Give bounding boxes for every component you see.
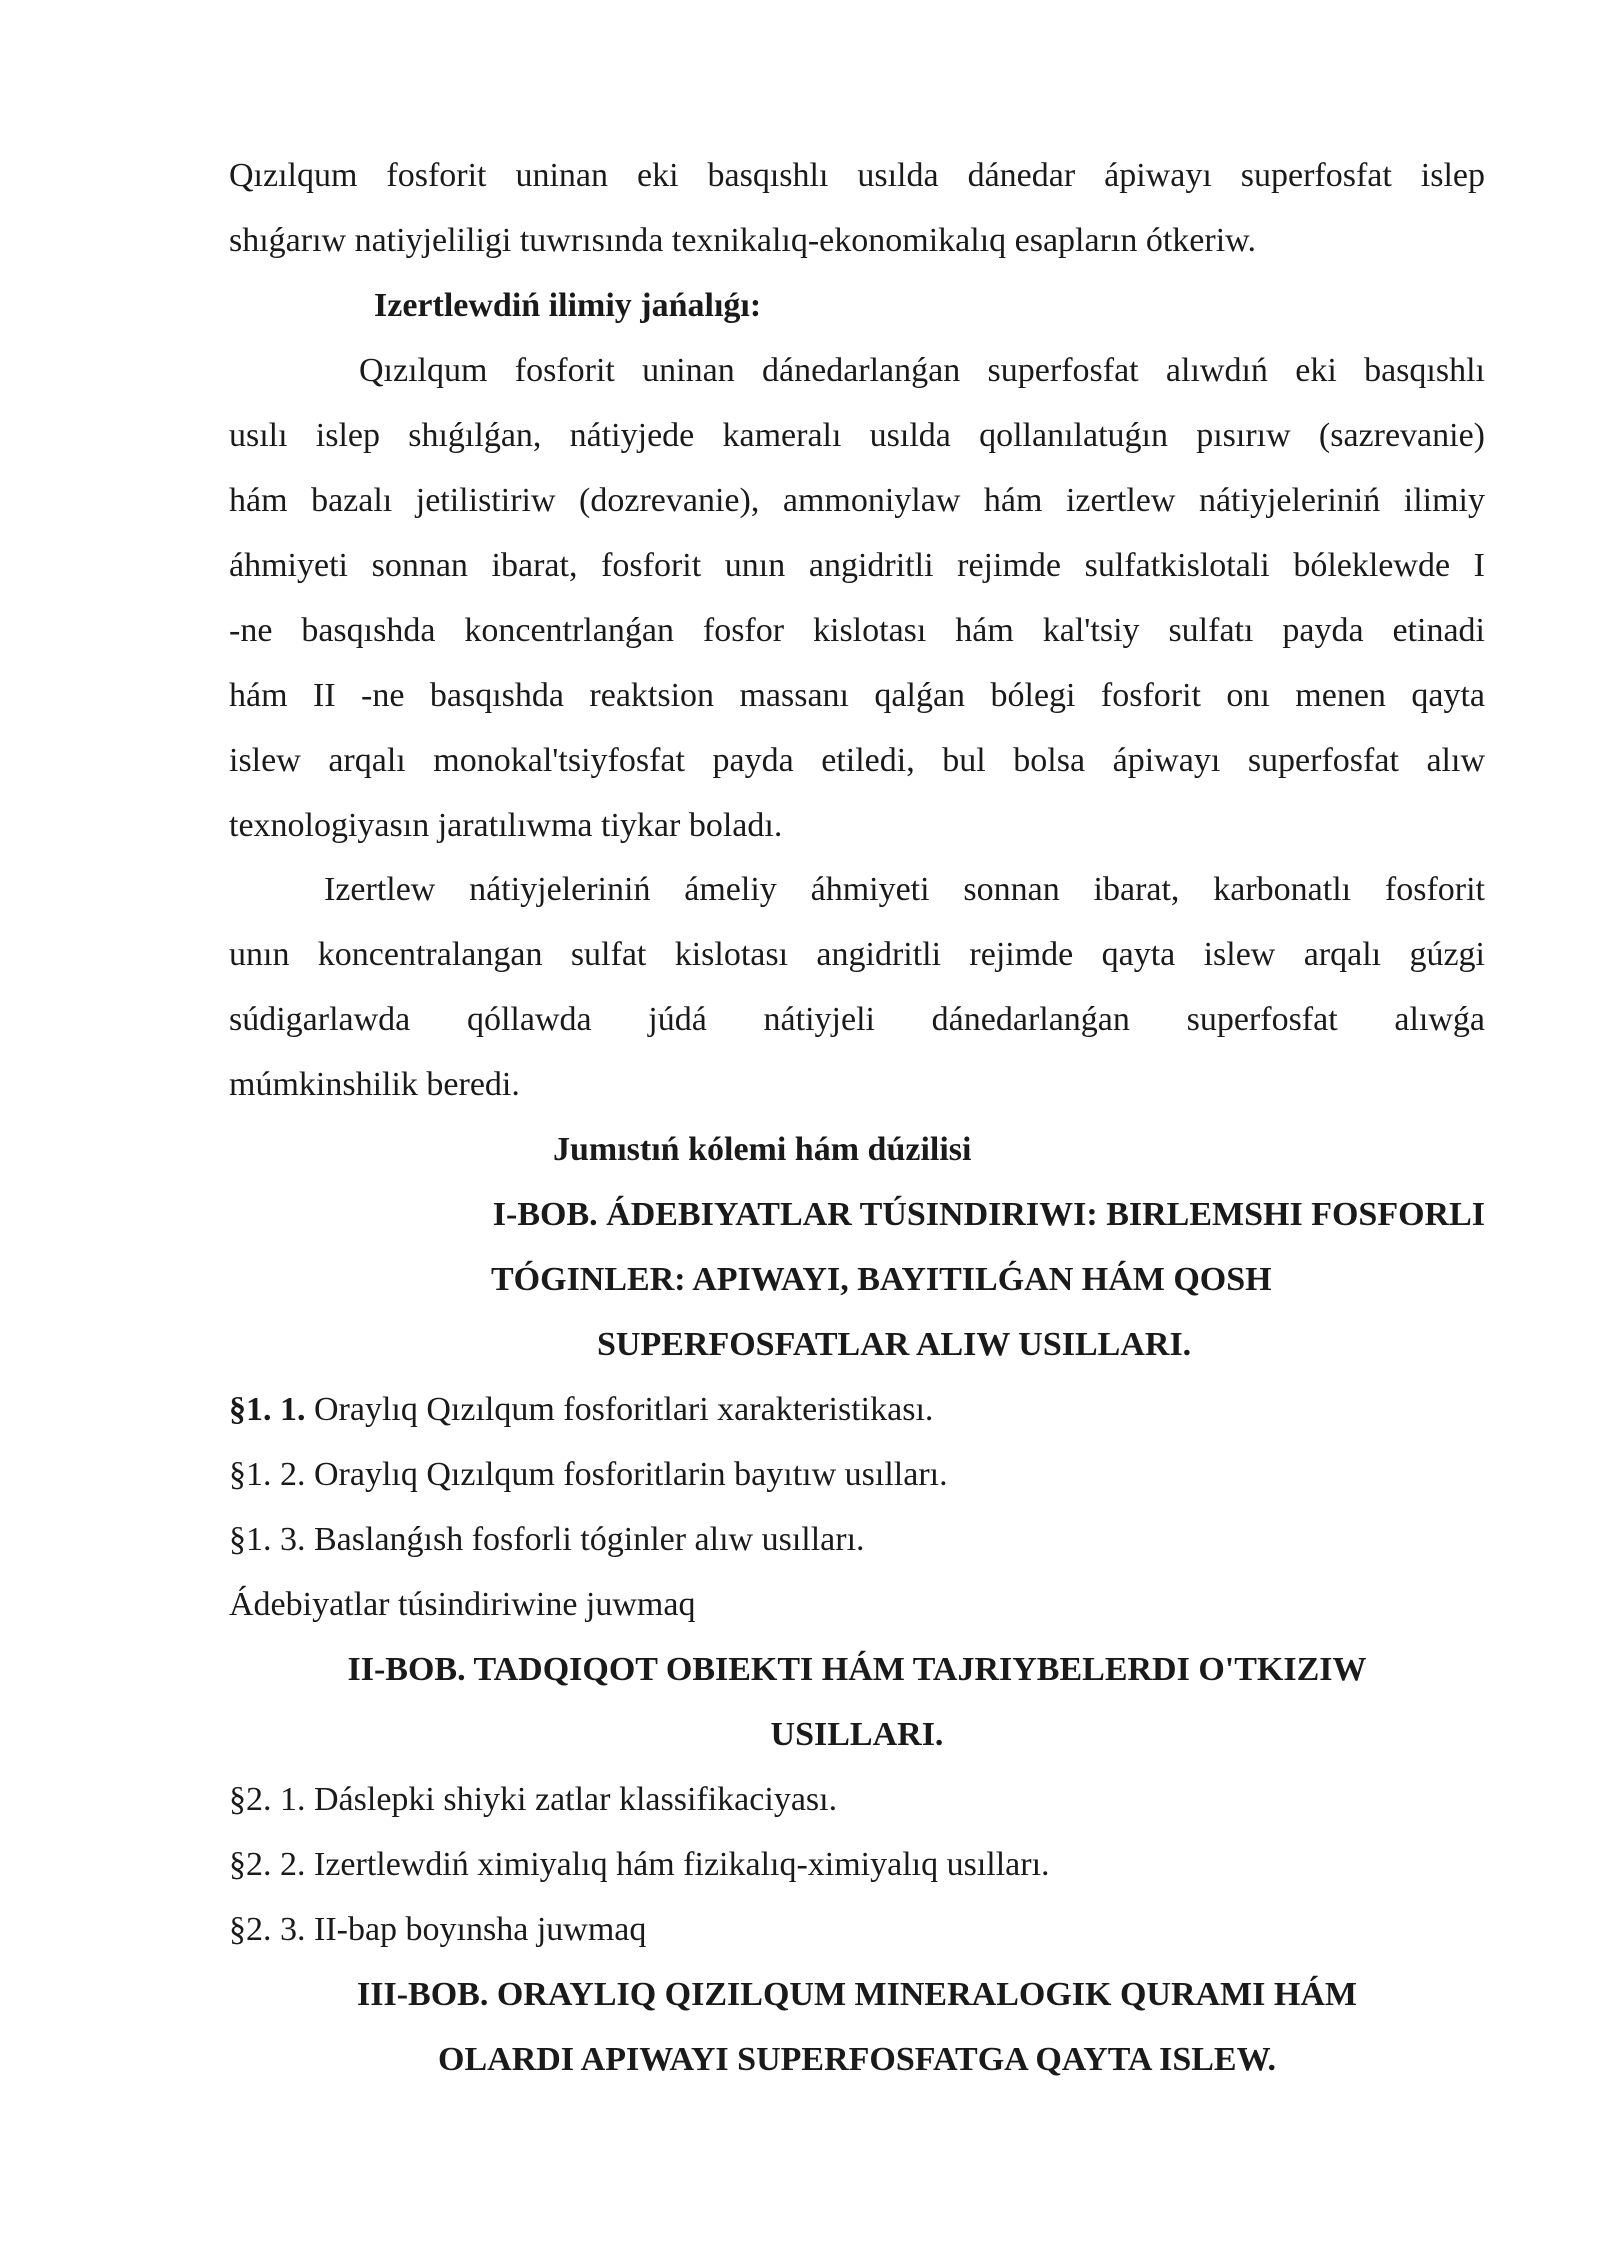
intro-line-2: shıǵarıw natiyjeliligi tuwrısında texnikalıq-ekonomikalıq esapların ótkeriw.	[229, 222, 1257, 259]
novelty-paragraph	[229, 338, 1485, 858]
chapter-2-item-1: §2. 1. Dáslepki shiyki zatlar klassifikaciyası.	[229, 1781, 838, 1818]
novelty-heading: Izertlewdiń ilimiy jańalıǵı:	[374, 287, 762, 324]
chapter-3-title	[229, 1962, 1485, 2092]
chapter-1-item-2: §1. 2. Oraylıq Qızılqum fosforitlarin bayıtıw usılları.	[229, 1456, 948, 1493]
practical-line-3: súdigarlawda qóllawda júdá nátiyjeli dánedarlanǵan superfosfat alıwǵa	[229, 1001, 1485, 1038]
chapter-2-list	[229, 1767, 1485, 1962]
section-number: §1. 1.	[229, 1391, 306, 1428]
chapter-2-title-line-1: II-BOB. TADQIQOT OBIEKTI HÁM TAJRIYBELERDI O'TKIZIW	[347, 1651, 1367, 1688]
chapter-1-item-4: Ádebiyatlar túsindiriwine juwmaq	[229, 1586, 696, 1623]
practical-line-1: Izertlew nátiyjeleriniń ámeliy áhmiyeti sonnan ibarat, karbonatlı fosforit	[324, 871, 1485, 908]
intro-line-1: Qızılqum fosforit uninan eki basqıshlı usılda dánedar ápiwayı superfosfat islep	[229, 157, 1485, 194]
novelty-line-3: hám bazalı jetilistiriw (dozrevanie), ammoniylaw hám izertlew nátiyjeleriniń ilimiy	[229, 482, 1485, 519]
chapter-2-title-line-2: USILLARI.	[770, 1716, 944, 1753]
practical-paragraph	[229, 857, 1485, 1117]
structure-heading: Jumıstıń kólemi hám dúzilisi	[553, 1131, 972, 1168]
chapter-1-item-1	[229, 1377, 1485, 1442]
novelty-line-4: áhmiyeti sonnan ibarat, fosforit unın angidritli rejimde sulfatkislotali bóleklewde I	[229, 547, 1485, 584]
novelty-line-7: islew arqalı monokal'tsiyfosfat payda etiledi, bul bolsa ápiwayı superfosfat alıw	[229, 742, 1485, 779]
chapter-1-item-3: §1. 3. Baslanǵısh fosforli tóginler alıw usılları.	[229, 1521, 865, 1558]
novelty-line-5: -ne basqıshda koncentrlanǵan fosfor kislotası hám kal'tsiy sulfatı payda etinadi	[229, 612, 1485, 649]
chapter-1-title	[229, 1182, 1485, 1377]
chapter-2-title	[229, 1637, 1485, 1767]
chapter-2-item-2: §2. 2. Izertlewdiń ximiyalıq hám fizikalıq-ximiyalıq usılları.	[229, 1846, 1050, 1883]
novelty-line-2: usılı islep shıǵılǵan, nátiyjede kameralı usılda qollanılatuǵın pısırıw (sazrevanie)	[229, 417, 1485, 454]
chapter-1-list	[229, 1377, 1485, 1637]
chapter-2-item-3: §2. 3. II-bap boyınsha juwmaq	[229, 1911, 647, 1948]
novelty-line-8: texnologiyasın jaratılıwma tiykar boladı.	[229, 807, 783, 844]
chapter-3-title-line-2: OLARDI APIWAYI SUPERFOSFATGA QAYTA ISLEW.	[438, 2041, 1276, 2078]
novelty-line-1: Qızılqum fosforit uninan dánedarlanǵan superfosfat alıwdıń eki basqıshlı	[359, 352, 1485, 389]
novelty-line-6: hám II -ne basqıshda reaktsion massanı qalǵan bólegi fosforit onı menen qayta	[229, 677, 1485, 714]
section-text: Oraylıq Qızılqum fosforitlari xarakteristikası.	[305, 1391, 934, 1428]
chapter-1-title-line-3: SUPERFOSFATLAR ALIW USILLARI.	[597, 1326, 1192, 1363]
practical-line-4: múmkinshilik beredi.	[229, 1066, 520, 1103]
chapter-1-title-line-2: TÓGINLER: APIWAYI, BAYITILǴAN HÁM QOSH	[491, 1261, 1272, 1298]
chapter-3-title-line-1: III-BOB. ORAYLIQ QIZILQUM MINERALOGIK QURAMI HÁM	[357, 1976, 1357, 2013]
practical-line-2: unın koncentralangan sulfat kislotası angidritli rejimde qayta islew arqalı gúzgi	[229, 936, 1485, 973]
chapter-1-title-line-1: I-BOB. ÁDEBIYATLAR TÚSINDIRIWI: BIRLEMSHI FOSFORLI	[492, 1196, 1485, 1233]
intro-paragraph	[229, 143, 1485, 273]
